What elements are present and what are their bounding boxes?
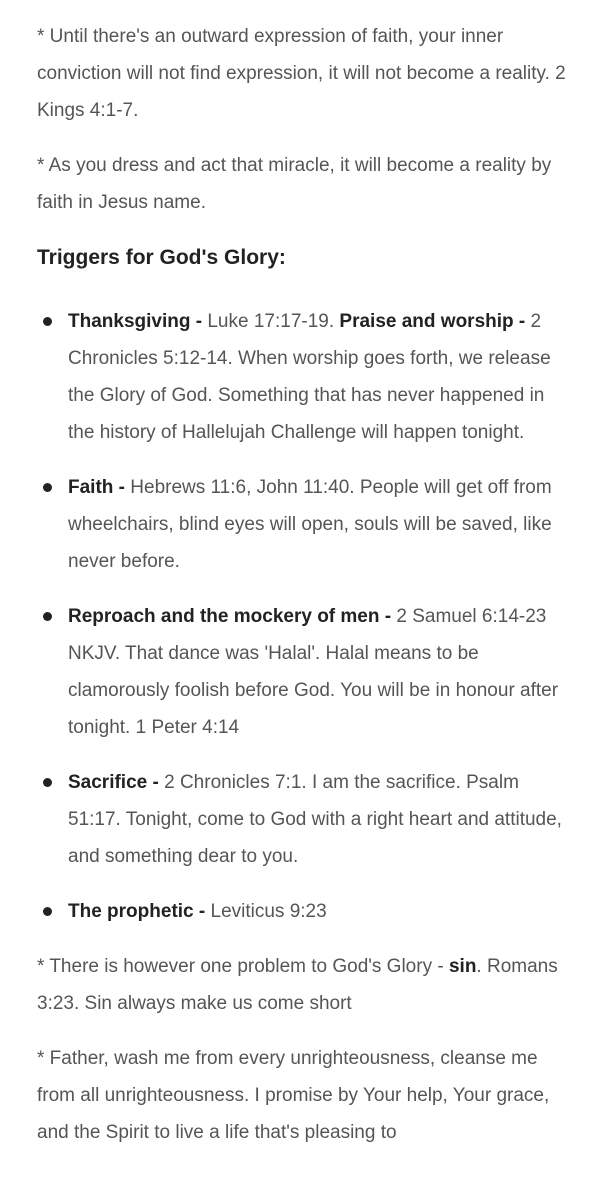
- section-heading: Triggers for God's Glory:: [37, 246, 286, 269]
- trigger-title: Praise and worship -: [339, 311, 526, 332]
- paragraph-sin: [37, 948, 567, 1022]
- trigger-text: Leviticus 9:23: [205, 901, 327, 922]
- trigger-text: Luke 17:17-19.: [202, 311, 340, 332]
- list-item-sacrifice: [37, 764, 567, 875]
- list-item-thanksgiving: [37, 303, 567, 451]
- trigger-text: 2 Chronicles 7:1. I am the sacrifice. Psalm 51:17. Tonight, come to God with a right heart and attitude, and something dear to you.: [68, 772, 562, 867]
- bullet-icon: [43, 483, 52, 492]
- sin-text-before: * There is however one problem to God's Glory -: [37, 956, 449, 977]
- bullet-icon: [43, 612, 52, 621]
- bullet-icon: [43, 778, 52, 787]
- list-item-prophetic: [37, 893, 567, 930]
- paragraph-outward-expression: * Until there's an outward expression of faith, your inner conviction will not find expression, it will not become a reality. 2 Kings 4:1-7.: [37, 26, 566, 121]
- article-content: [37, 18, 567, 1169]
- list-item-reproach: [37, 598, 567, 746]
- bullet-icon: [43, 907, 52, 916]
- list-item-faith: [37, 469, 567, 580]
- trigger-title: Reproach and the mockery of men -: [68, 606, 392, 627]
- sin-text-after: . Romans 3:23. Sin always make us come short: [37, 956, 558, 1014]
- trigger-title: The prophetic -: [68, 901, 206, 922]
- trigger-title: Sacrifice -: [68, 772, 159, 793]
- triggers-list: [37, 303, 567, 930]
- bullet-icon: [43, 317, 52, 326]
- trigger-title: Faith -: [68, 477, 125, 498]
- trigger-title: Thanksgiving -: [68, 311, 203, 332]
- trigger-text: 2 Samuel 6:14-23 NKJV. That dance was 'Halal'. Halal means to be clamorously foolish before God. You will be in honour after tonight. 1 Peter 4:14: [68, 606, 559, 738]
- paragraph-prayer: * Father, wash me from every unrighteousness, cleanse me from all unrighteousness. I promise by Your help, Your grace, and the Spirit to live a life that's pleasing to: [37, 1048, 550, 1143]
- sin-word: sin: [448, 956, 477, 977]
- trigger-text: 2 Chronicles 5:12-14. When worship goes forth, we release the Glory of God. Something that has never happened in the history of Hallelujah Challenge will happen tonight.: [68, 311, 551, 443]
- trigger-text: Hebrews 11:6, John 11:40. People will get off from wheelchairs, blind eyes will open, souls will be saved, like never before.: [68, 477, 552, 572]
- paragraph-dress-and-act: * As you dress and act that miracle, it will become a reality by faith in Jesus name.: [37, 155, 552, 213]
